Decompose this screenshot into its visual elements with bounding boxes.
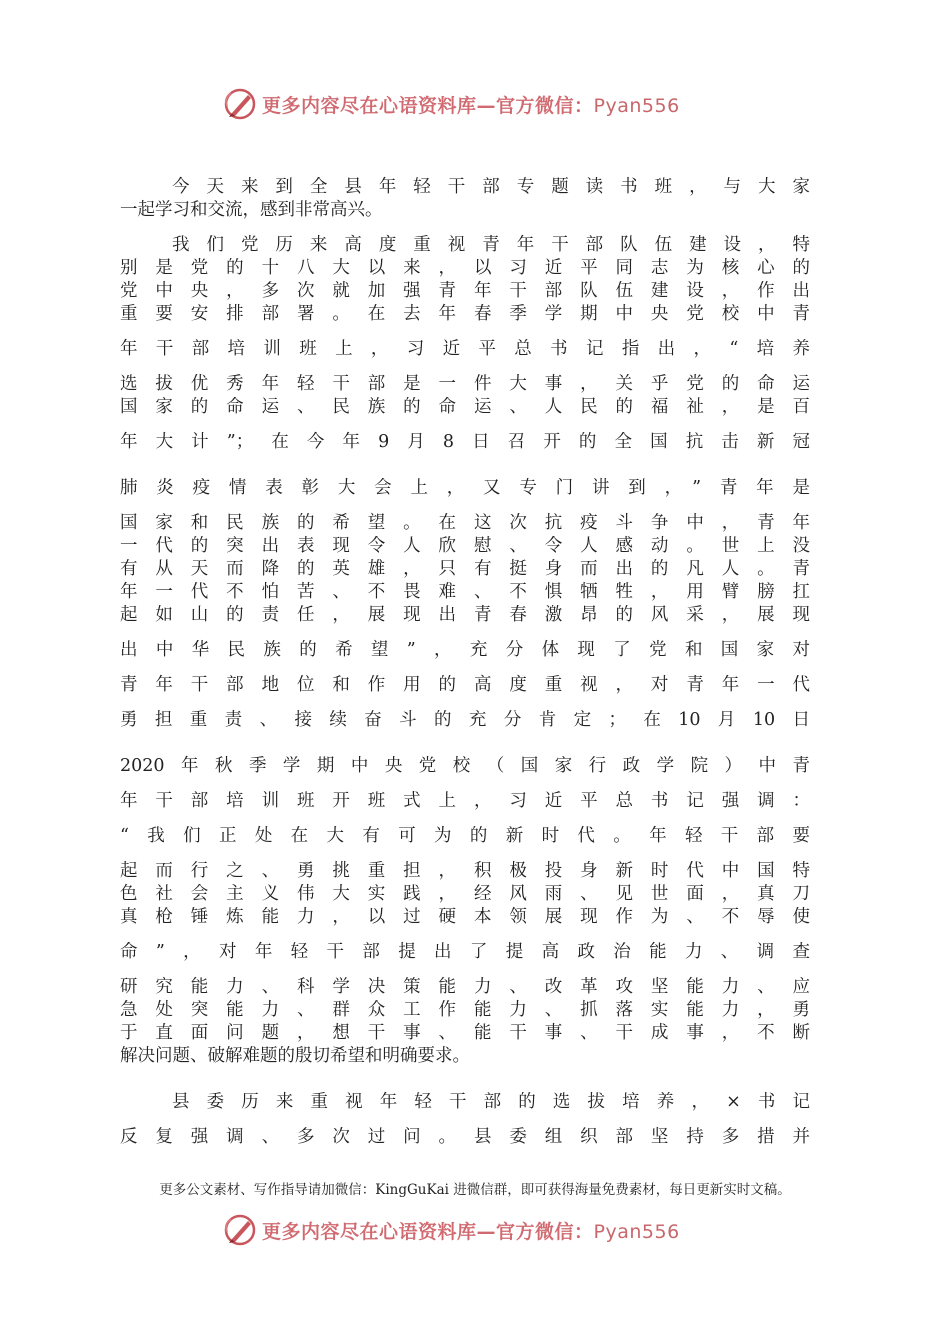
paragraph-line: 反复强调、多次过问。县委组织部坚持多措并 [120, 1127, 810, 1147]
paragraph-line: 真枪锤炼能力，以过硬本领展现作为、不辱使 [120, 907, 810, 927]
paragraph-line: “我们正处在大有可为的新时代。年轻干部要 [120, 826, 810, 846]
paragraph-line: 县委历来重视年轻干部的选拔培养，×书记 [172, 1092, 810, 1112]
paragraph-line: 于直面问题，想干事、能干事、干成事，不断 [120, 1023, 810, 1043]
paragraph-line: 一代的突出表现令人欣慰、令人感动。世上没 [120, 536, 810, 556]
paragraph-line: 党中央，多次就加强青年干部队伍建设，作出 [120, 281, 810, 301]
header-banner-wechat-id: Pyan556 [593, 94, 680, 117]
paragraph-line: 急处突能力、群众工作能力、抓落实能力，勇 [120, 1000, 810, 1020]
paragraph-line: 年大计”；在今年9月8日召开的全国抗击新冠 [120, 432, 810, 452]
paragraph-line: 国家和民族的希望。在这次抗疫斗争中，青年 [120, 513, 810, 533]
header-banner-text: 更多内容尽在心语资料库—官方微信： [262, 94, 594, 117]
paragraph-line: 一起学习和交流，感到非常高兴。 [120, 200, 383, 220]
paragraph-line: 青年干部地位和作用的高度重视，对青年一代 [120, 675, 810, 695]
paragraph-line: 有从天而降的英雄，只有挺身而出的凡人。青 [120, 559, 810, 579]
paragraph-line: 肺炎疫情表彰大会上，又专门讲到，”青年是 [120, 478, 810, 498]
paragraph-line: 2020年秋季学期中央党校（国家行政学院）中青 [120, 756, 810, 776]
footer-banner-wechat-id: Pyan556 [593, 1220, 680, 1243]
footer-watermark-banner [0, 1208, 950, 1252]
paragraph-line: 勇担重责、接续奋斗的充分肯定；在10月10日 [120, 710, 810, 730]
pen-logo-icon [222, 1212, 258, 1248]
paragraph-line: 出中华民族的希望”，充分体现了党和国家对 [120, 640, 810, 660]
header-watermark-banner [0, 82, 950, 126]
paragraph-line: 年干部培训班上，习近平总书记指出，“培养 [120, 339, 810, 359]
footer-note: 更多公文素材、写作指导请加微信：KingGuKai 进微信群，即可获得海量免费素材，每日更新实时文稿。 [159, 1182, 791, 1198]
paragraph-line: 色社会主义伟大实践，经风雨、见世面，真刀 [120, 884, 810, 904]
paragraph-line: 我们党历来高度重视青年干部队伍建设，特 [172, 235, 810, 255]
paragraph-line: 别是党的十八大以来，以习近平同志为核心的 [120, 258, 810, 278]
paragraph-line: 今天来到全县年轻干部专题读书班，与大家 [172, 177, 810, 197]
paragraph-line: 命”，对年轻干部提出了提高政治能力、调查 [120, 942, 810, 962]
pen-logo-icon [222, 86, 258, 122]
paragraph-line: 起如山的责任，展现出青春激昂的风采，展现 [120, 605, 810, 625]
document-body [120, 176, 810, 1149]
paragraph-line: 重要安排部署。在去年春季学期中央党校中青 [120, 304, 810, 324]
paragraph-line: 年一代不怕苦、不畏难、不惧牺牲，用臂膀扛 [120, 582, 810, 602]
paragraph-line: 起而行之、勇挑重担，积极投身新时代中国特 [120, 861, 810, 881]
paragraph-line: 年干部培训班开班式上，习近平总书记强调： [120, 791, 810, 811]
paragraph-line: 国家的命运、民族的命运、人民的福祉，是百 [120, 397, 810, 417]
footer-banner-text: 更多内容尽在心语资料库—官方微信： [262, 1220, 594, 1243]
paragraph-line: 解决问题、破解难题的殷切希望和明确要求。 [120, 1046, 470, 1066]
paragraph-line: 选拔优秀年轻干部是一件大事，关乎党的命运 [120, 374, 810, 394]
paragraph-line: 研究能力、科学决策能力、改革攻坚能力、应 [120, 977, 810, 997]
